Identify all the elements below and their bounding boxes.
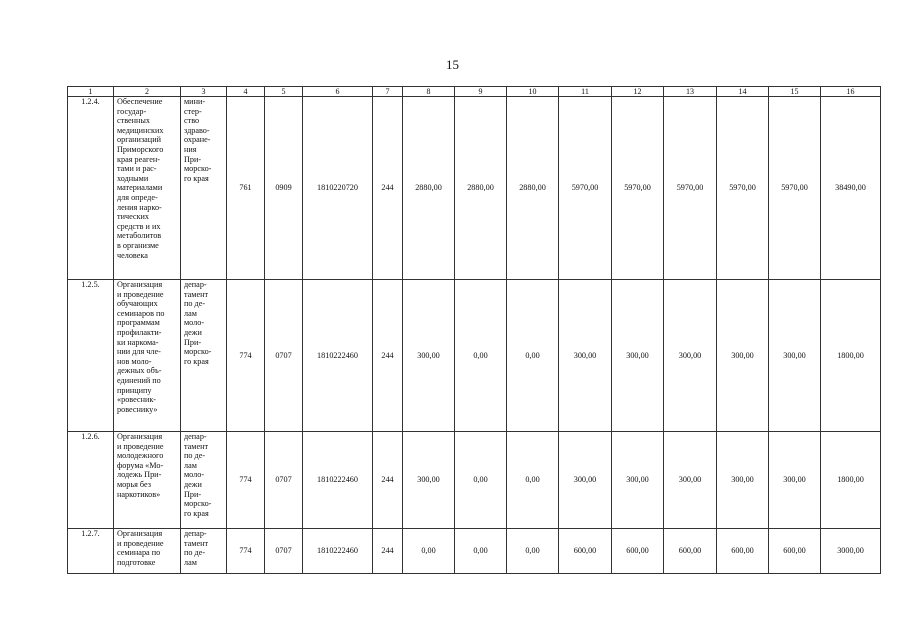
table-cell: 0,00 [403,529,455,574]
table-cell: 0909 [265,97,303,280]
executor-name: депар- тамент по де- лам [181,529,227,574]
header-cell: 3 [181,87,227,97]
table-row [68,280,881,432]
table-cell: 1800,00 [821,280,881,432]
table-cell: 0,00 [455,432,507,529]
executor-name: мини- стер- ство здраво- охране- ния При- морско- го края [181,97,227,280]
measure-name: Организация и проведение обучающих семинаров по программам профилакти- ки наркома- нии для чле- нов моло- дежных объ- единений по принципу «ровесник- ровеснику» [114,280,181,432]
table-cell: 0,00 [507,432,559,529]
table-cell: 300,00 [612,432,664,529]
table-cell: 774 [227,432,265,529]
table-cell: 300,00 [403,432,455,529]
table-cell: 600,00 [769,529,821,574]
table-cell: 2880,00 [507,97,559,280]
table-cell: 300,00 [403,280,455,432]
table-row [68,432,881,529]
table-cell: 300,00 [664,432,717,529]
table-cell: 5970,00 [612,97,664,280]
table-cell: 300,00 [769,432,821,529]
header-cell: 16 [821,87,881,97]
table-cell: 0707 [265,280,303,432]
header-cell: 8 [403,87,455,97]
table-cell: 0707 [265,432,303,529]
table-cell: 0707 [265,529,303,574]
table-cell: 244 [373,97,403,280]
measure-name: Организация и проведение семинара по подготовке [114,529,181,574]
budget-table [67,86,881,574]
measure-name: Обеспечение государ- ственных медицинских организаций Приморского края реаген- тами и рас- ходными материалами для опреде- ления нарко- тических средств и их метаболитов в организме человека [114,97,181,280]
table-cell: 300,00 [612,280,664,432]
row-number: 1.2.5. [68,280,114,432]
table-row [68,97,881,280]
header-cell: 12 [612,87,664,97]
table-cell: 1810220720 [303,97,373,280]
table-cell: 0,00 [507,280,559,432]
table-cell: 1810222460 [303,432,373,529]
table-row [68,529,881,574]
row-number: 1.2.4. [68,97,114,280]
table-cell: 300,00 [559,432,612,529]
executor-name: депар- тамент по де- лам моло- дежи При- морско- го края [181,432,227,529]
table-cell: 5970,00 [769,97,821,280]
table-cell: 0,00 [507,529,559,574]
header-cell: 10 [507,87,559,97]
table-cell: 5970,00 [717,97,769,280]
table-cell: 774 [227,280,265,432]
table-cell: 600,00 [612,529,664,574]
table-cell: 300,00 [664,280,717,432]
executor-name: депар- тамент по де- лам моло- дежи При- морско- го края [181,280,227,432]
measure-name: Организация и проведение молодежного форума «Мо- лодежь При- морья без наркотиков» [114,432,181,529]
table-cell: 774 [227,529,265,574]
header-cell: 6 [303,87,373,97]
header-cell: 9 [455,87,507,97]
table-cell: 300,00 [769,280,821,432]
table-cell: 1810222460 [303,280,373,432]
table-cell: 0,00 [455,280,507,432]
table-cell: 761 [227,97,265,280]
header-cell: 14 [717,87,769,97]
table-cell: 600,00 [664,529,717,574]
header-cell: 7 [373,87,403,97]
row-number: 1.2.7. [68,529,114,574]
table-cell: 244 [373,280,403,432]
table-cell: 1810222460 [303,529,373,574]
table-cell: 1800,00 [821,432,881,529]
header-cell: 5 [265,87,303,97]
table-cell: 600,00 [717,529,769,574]
table-cell: 38490,00 [821,97,881,280]
row-number: 1.2.6. [68,432,114,529]
header-cell: 4 [227,87,265,97]
page-number: 15 [446,57,459,72]
table-cell: 300,00 [559,280,612,432]
table-cell: 300,00 [717,280,769,432]
table-cell: 5970,00 [559,97,612,280]
table-cell: 2880,00 [403,97,455,280]
table-cell: 3000,00 [821,529,881,574]
table-cell: 600,00 [559,529,612,574]
header-cell: 11 [559,87,612,97]
header-cell: 13 [664,87,717,97]
table-cell: 244 [373,432,403,529]
header-cell: 15 [769,87,821,97]
header-cell: 1 [68,87,114,97]
table-cell: 300,00 [717,432,769,529]
table-cell: 244 [373,529,403,574]
table-cell: 5970,00 [664,97,717,280]
header-cell: 2 [114,87,181,97]
table-cell: 2880,00 [455,97,507,280]
table-header-row [68,87,881,97]
table-cell: 0,00 [455,529,507,574]
